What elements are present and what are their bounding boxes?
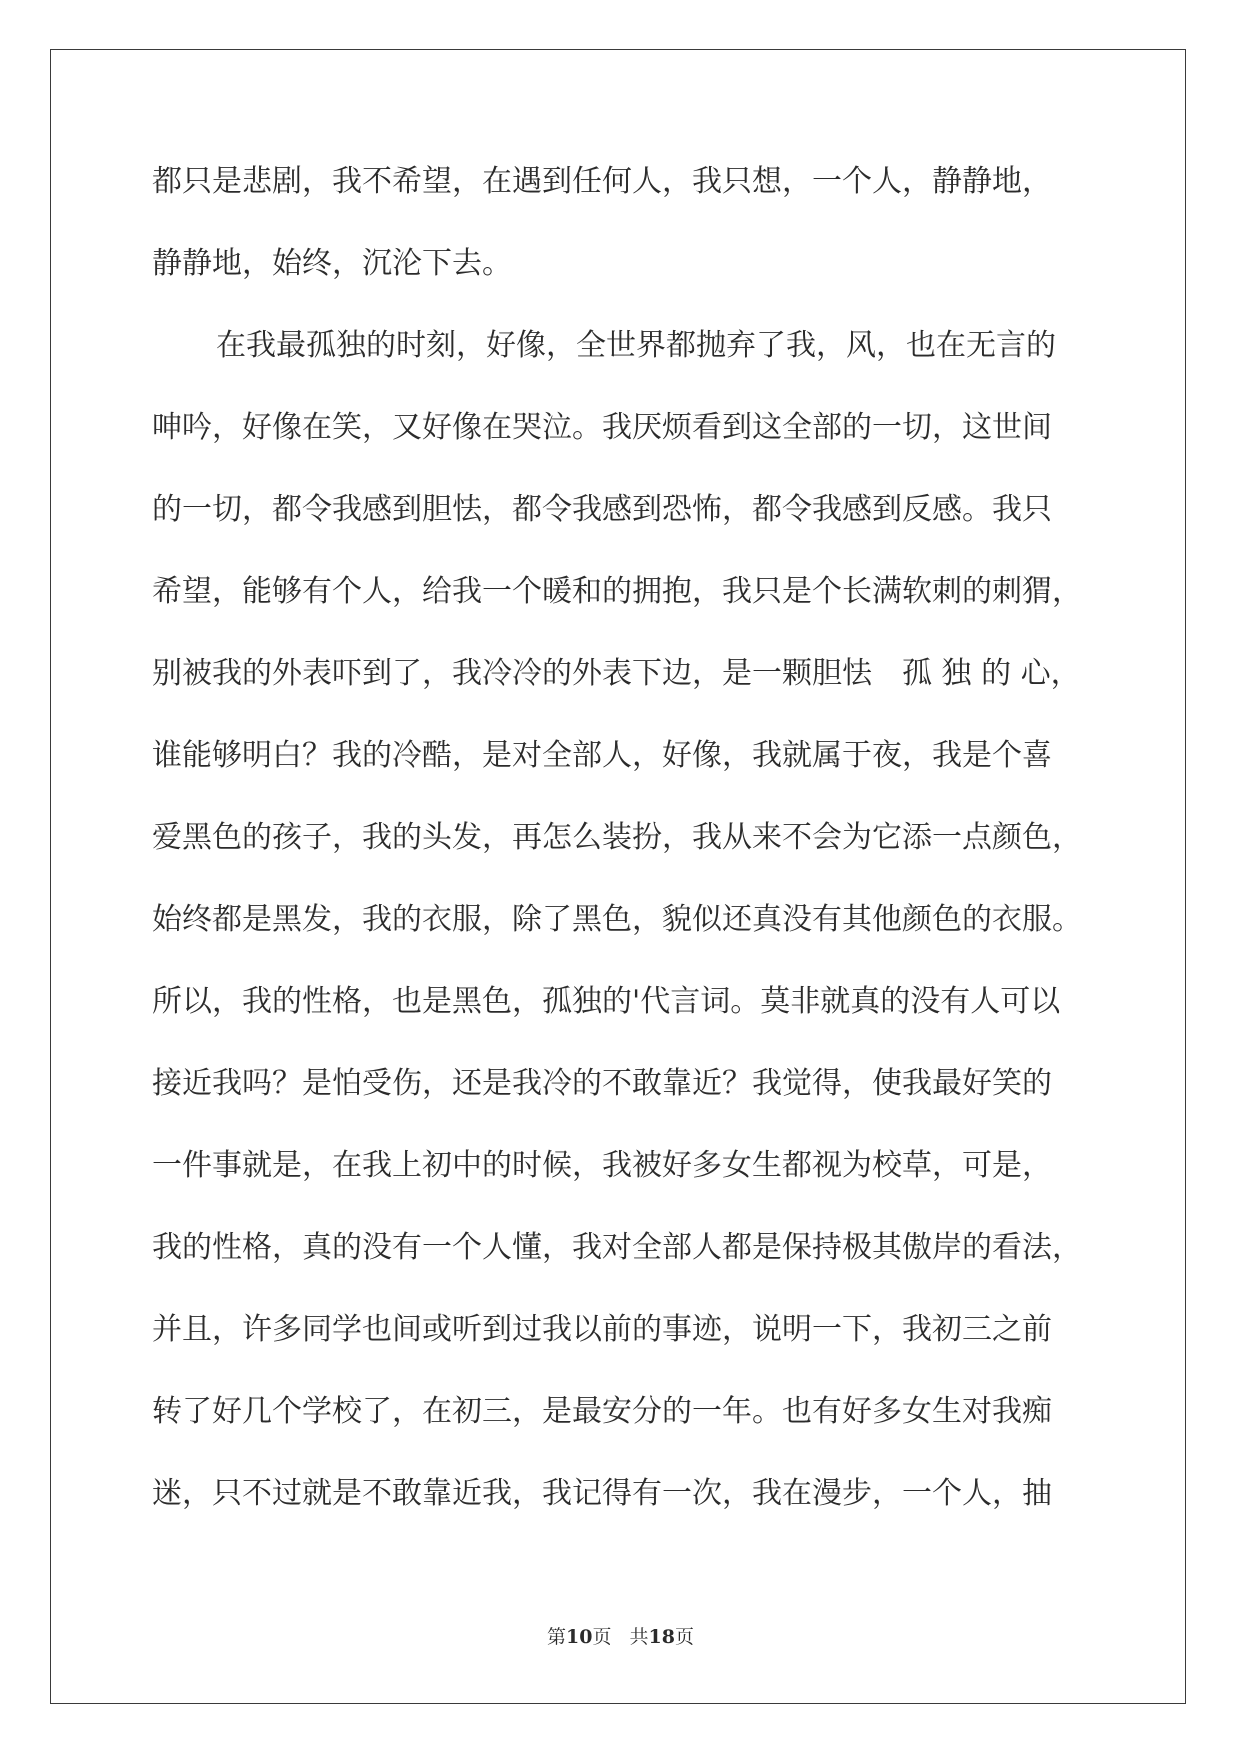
text-line: 接近我吗？是怕受伤，还是我冷的不敢靠近？我觉得，使我最好笑的 (152, 1066, 1052, 1101)
page-suffix: 页 (592, 1626, 612, 1648)
text-line: 谁能够明白？我的冷酷，是对全部人，好像，我就属于夜，我是个喜 (152, 738, 1052, 773)
text-line: 的一切，都令我感到胆怯，都令我感到恐怖，都令我感到反感。我只 (152, 492, 1052, 527)
document-body (152, 162, 1112, 1556)
text-line: 我的性格，真的没有一个人懂，我对全部人都是保持极其傲岸的看法， (152, 1230, 1082, 1265)
text-line: 别被我的外表吓到了，我冷冷的外表下边，是一颗胆怯 孤 独 的 心， (152, 656, 1081, 691)
text-line: 一件事就是，在我上初中的时候，我被好多女生都视为校草，可是， (152, 1148, 1052, 1183)
page-footer (0, 1622, 1241, 1649)
text-line: 所以，我的性格，也是黑色，孤独的'代言词。莫非就真的没有人可以 (152, 984, 1061, 1019)
text-line: 都只是悲剧，我不希望，在遇到任何人，我只想，一个人，静静地， (152, 164, 1052, 199)
text-line: 并且，许多同学也间或听到过我以前的事迹，说明一下，我初三之前 (152, 1312, 1052, 1347)
page-prefix: 第 (547, 1626, 567, 1648)
text-line: 始终都是黑发，我的衣服，除了黑色，貌似还真没有其他颜色的衣服。 (152, 902, 1082, 937)
total-pages: 18 (648, 1626, 675, 1648)
text-line: 希望，能够有个人，给我一个暖和的拥抱，我只是个长满软刺的刺猬， (152, 574, 1082, 609)
paragraph-first-line: 在我最孤独的时刻，好像，全世界都抛弃了我，风，也在无言的 (216, 328, 1056, 363)
text-line: 静静地，始终，沉沦下去。 (152, 246, 512, 281)
text-line: 爱黑色的孩子，我的头发，再怎么装扮，我从来不会为它添一点颜色， (152, 820, 1082, 855)
page-number: 10 (566, 1626, 593, 1648)
text-line: 呻吟，好像在笑，又好像在哭泣。我厌烦看到这全部的一切，这世间 (152, 410, 1052, 445)
text-line: 转了好几个学校了，在初三，是最安分的一年。也有好多女生对我痴 (152, 1394, 1052, 1429)
text-line: 迷，只不过就是不敢靠近我，我记得有一次，我在漫步，一个人，抽 (152, 1476, 1052, 1511)
total-suffix: 页 (674, 1626, 694, 1648)
total-prefix: 共 (629, 1626, 649, 1648)
